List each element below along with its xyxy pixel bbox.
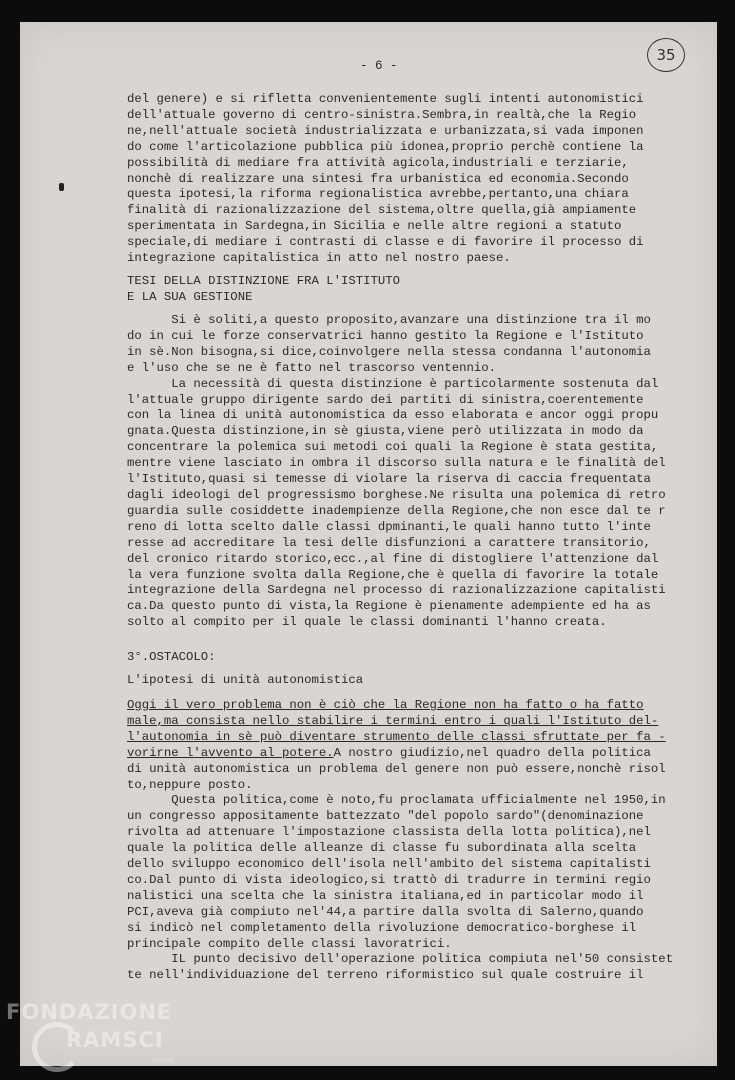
watermark-suffix: onlus	[152, 1056, 174, 1065]
paragraph-intro: del genere) e si rifletta convenientemente sugli intenti autonomistici dell'attuale governo di centro-sinistra.Sembra,in realtà,che la Regio ne,nell'attuale società industrializzata e urbanizzata,si vada imponen do come l'articolazione pubblica più idonea,proprio perchè contiene possibilità di mediare fra attività agicola,industriali e terziarie, nonchè di realizzare una sintesi fra urbanistica ed economia.Secondo questa ipotesi,la riforma regionalistica avrebbe,pertanto,una chiara finalità di razionalizzazione del sistema,oltre quella,già ampiamente sperimentata in Sardegna,in Sicilia e nelle altre regioni a statuto speciale,di mediare i contrasti di classe e di favorire il processo integrazione capitalistica in atto nel nostro paese.	[127, 92, 644, 266]
underlined-passage-end	[127, 745, 651, 762]
section-heading-ostacolo: 3°.OSTACOLO:	[127, 650, 216, 664]
archive-stamp: 35	[647, 38, 685, 72]
watermark-line1: FONDAZIONE	[6, 1000, 173, 1024]
fondazione-gramsci-watermark	[6, 1000, 174, 1065]
underlined-passage: Oggi il vero problema non è ciò che la Regione non ha fatto o ha fatto male,ma consista nello stabilire i termini entro i quali l'Istituto l'autonomia in sè può diventare strumento delle classi sfruttate per	[127, 698, 644, 744]
watermark-line2: RAMSCI	[66, 1028, 164, 1052]
section-subheading: L'ipotesi di unità autonomistica	[127, 673, 364, 687]
paragraph-tesi: Si è soliti,a questo proposito,avanzare una distinzione tra il do in cui le forze conservatrici hanno gestito la Regione e l'Istituto in sè.Non bisogna,si dice,coinvolgere nella stessa condanna l'autonomia e l'uso che se ne è fatto nel trascorso ventennio. La necessità di questa distinzione è particolarmente sostenuta l'attuale gruppo dirigente sardo dei partiti di sinistra,coerentemente con la linea di unità autonomistica da esso elaborata e ancor oggi gnata.Questa distinzione,in sè giusta,viene però utilizzata in modo concentrare la polemica sui metodi coi quali la Regione è stata mentre viene lasciato in ombra il discorso sulla natura e le finalità l'Istituto,quasi si temesse di violare la riserva di caccia frequentata dagli ideologi del progressismo borghese.Ne risulta una polemica di guardia sulle cosiddette inadempienze della Regione,che non esce dal reno di lotta scelto dalle classi dpminanti,le quali hanno tutto resse ad accreditare la tesi delle disfunzioni a carattere transitorio, del cronico ritardo storico,ecc.,al fine di distogliere l'attenzione la vera funzione svolta dalla Regione,che è quella di favorire la integrazione della Sardegna nel processo di razionalizzazione capitalisti ca.Da questo punto di vista,la Regione è pienamente adempiente ed ha solto al compito per il quale le classi dominanti l'hanno creata.	[127, 313, 666, 630]
underlined-fragment: vorirne l'avvento al potere.	[127, 745, 334, 760]
margin-mark	[59, 183, 64, 191]
paragraph-ostacolo: di unità autonomistica un problema del genere non può essere,nonchè to,neppure posto. Questa politica,come è noto,fu proclamata ufficialmente nel un congresso appositamente battezzato "del popolo sardo"(denominazione rivolta ad attenuare l'impostazione classista della lotta politica),nel quale la politica delle alleanze di classe fu subordinata alla scelta dello sviluppo economico dell'isola nell'ambito del sistema capitalisti co.Dal punto di vista ideologico,si trattò di tradurre in termini nalistici una scelta che la sinistra italiana,ed in particolar modo PCI,aveva già compiuto nel'44,a partire dalla svolta di Salerno,quando si indicò nel completamento della rivoluzione democratico-borghese principale compito delle classi lavoratrici. IL punto decisivo dell'operazione politica compiuta nel'50 te nell'individuazione del terreno riformistico sul quale costruire	[127, 761, 651, 983]
page-number: - 6 -	[360, 59, 398, 73]
section-heading-tesi: TESI DELLA DISTINZIONE FRA L'ISTITUTO E LA SUA GESTIONE	[127, 274, 401, 304]
passage-continuation: A nostro giudizio,nel quadro della politica	[333, 745, 651, 760]
